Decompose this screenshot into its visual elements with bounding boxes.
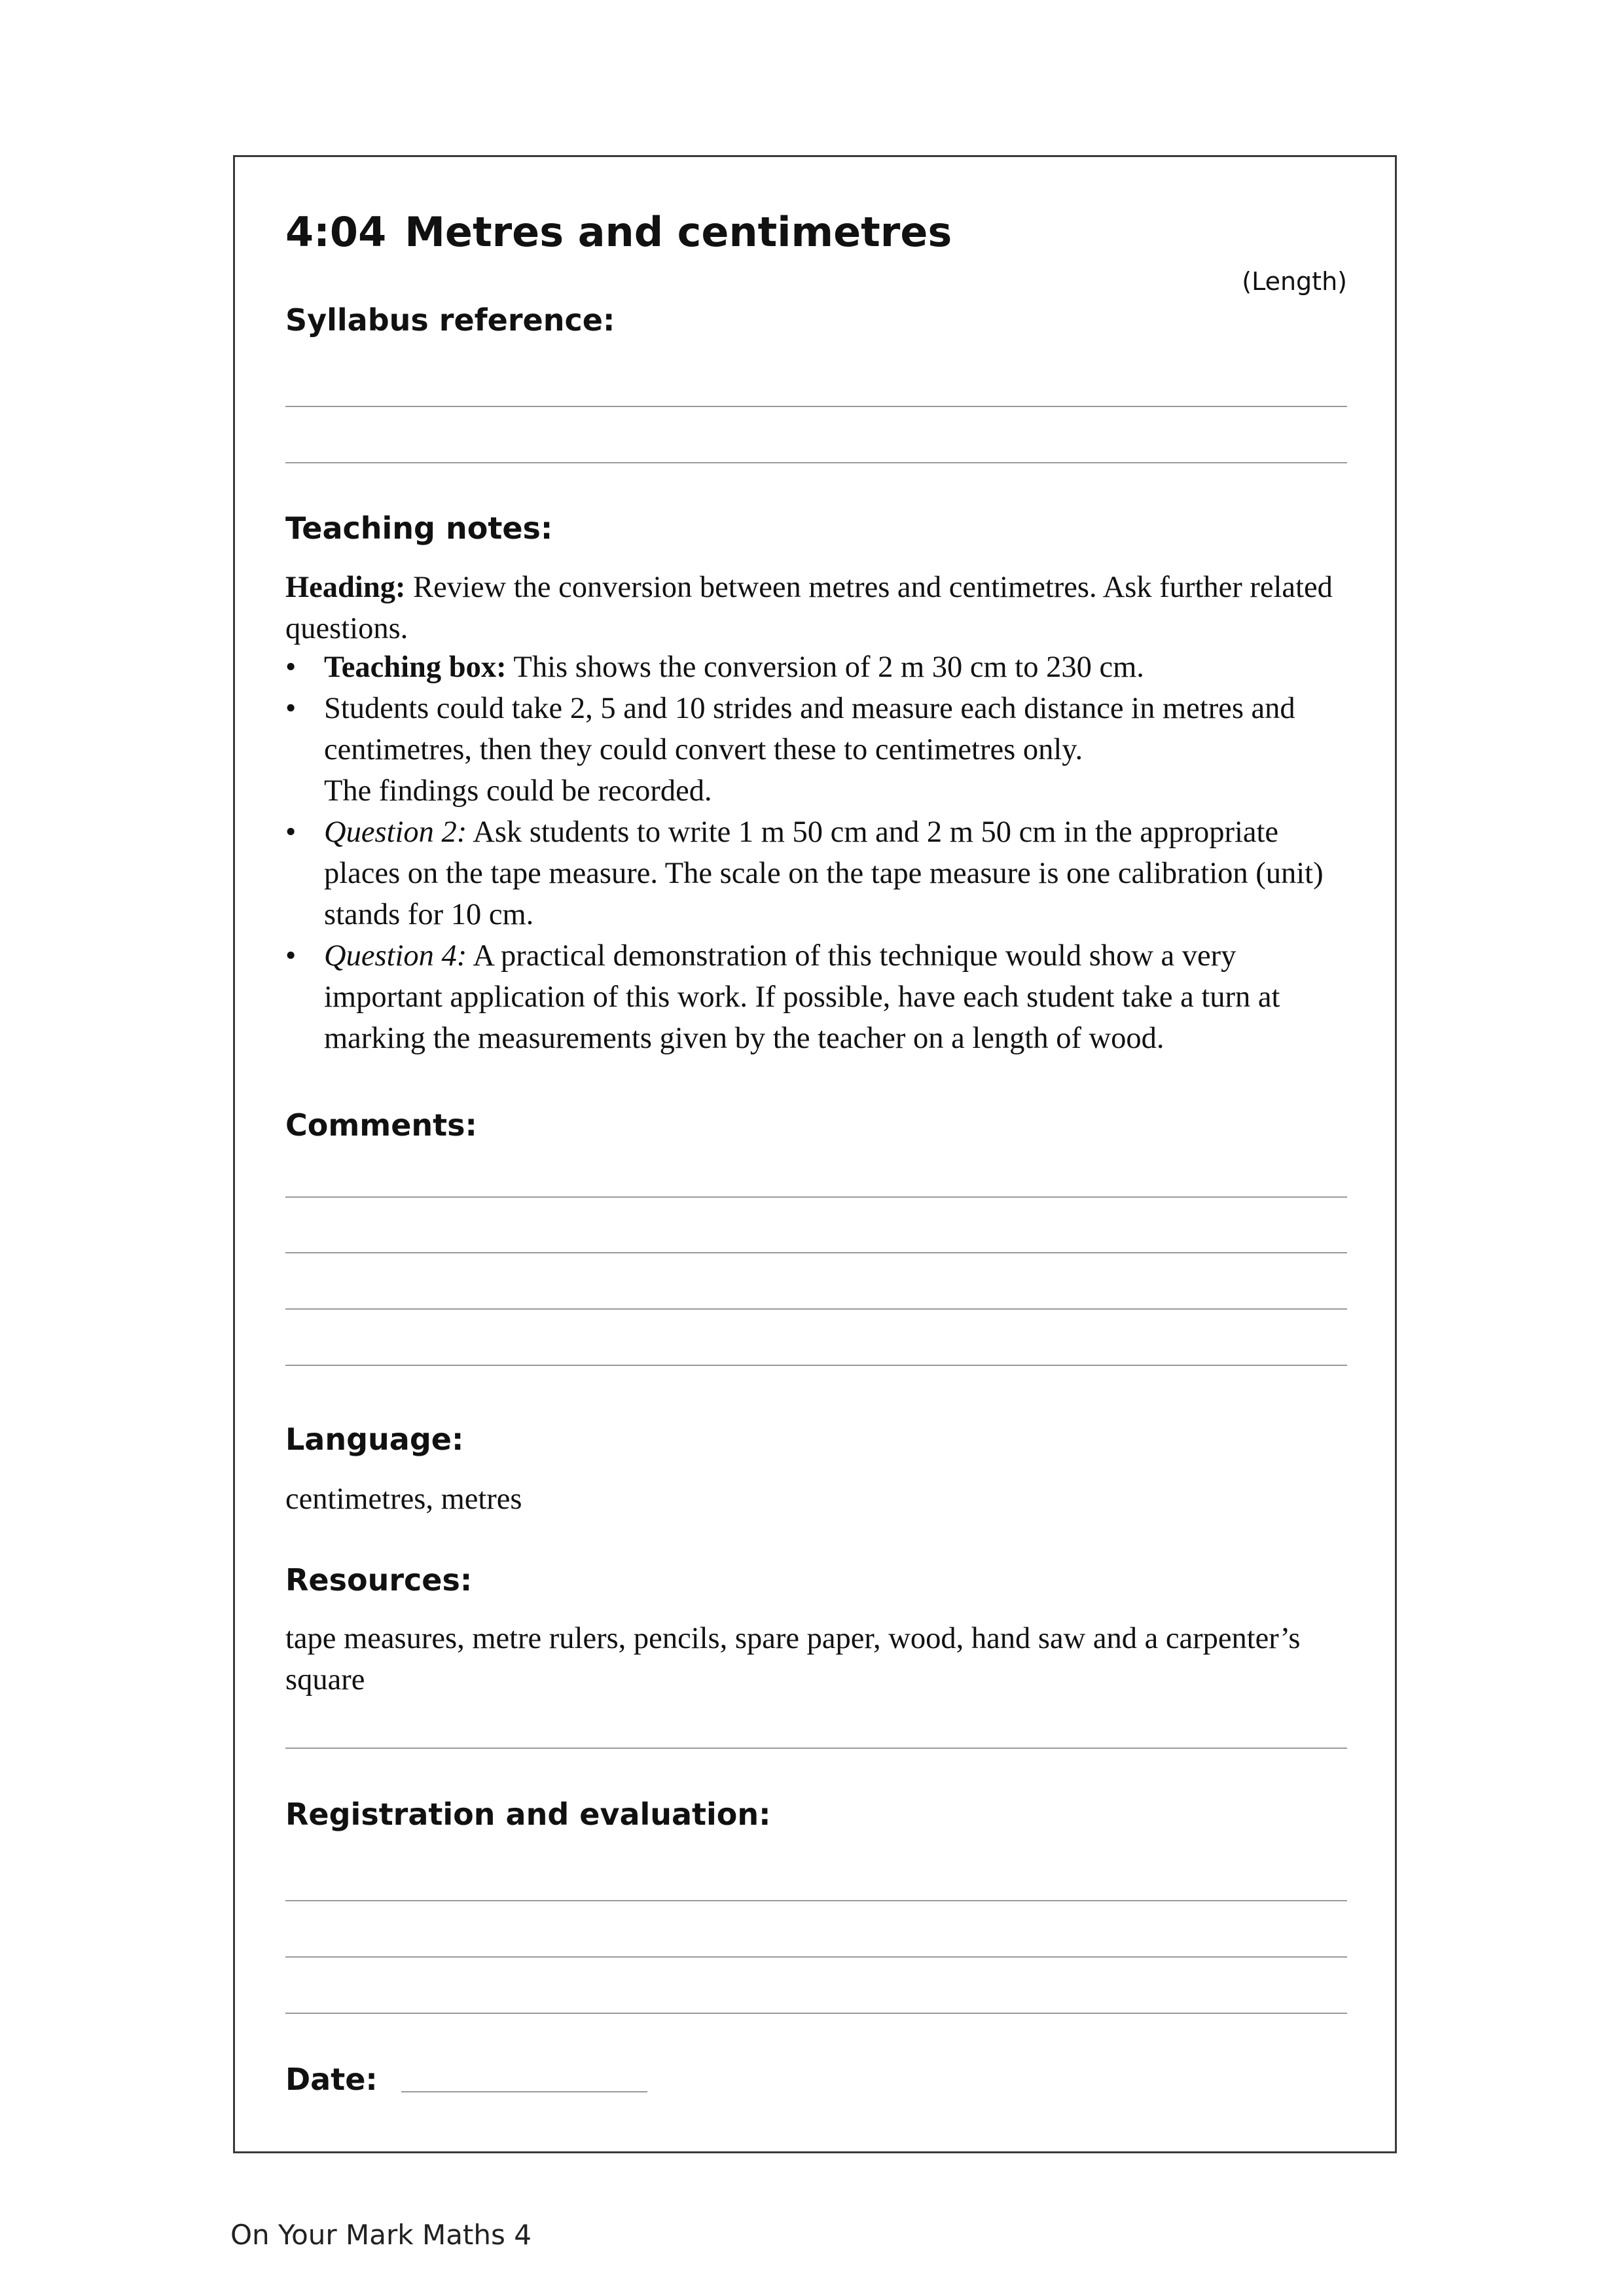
footer-book-title: On Your Mark Maths 4 (230, 2219, 532, 2251)
topic-label: (Length) (1242, 267, 1347, 296)
comments-write-line-1[interactable] (285, 1196, 1347, 1198)
heading-text: Review the conversion between metres and centimetres. Ask further related questions. (285, 571, 1333, 645)
list-item (285, 812, 1347, 935)
comments-write-line-4[interactable] (285, 1365, 1347, 1366)
heading-label: Heading: (285, 571, 406, 604)
list-item (285, 647, 1347, 688)
question-2-text: Ask students to write 1 m 50 cm and 2 m 50 cm in the appropriate places on the tape measure. The scale on the tape measure is one calibration (unit) stands for 10 cm. (324, 816, 1324, 931)
resources-write-line[interactable] (285, 1748, 1347, 1749)
teaching-notes-heading-paragraph (285, 567, 1347, 649)
strides-text: Students could take 2, 5 and 10 strides and measure each distance in metres and centimetres, then they could convert these to centimetres only. (324, 692, 1295, 766)
findings-text: The findings could be recorded. (324, 774, 712, 808)
resources-heading: Resources: (285, 1562, 473, 1598)
question-2-label: Question 2: (324, 816, 467, 849)
comments-write-line-2[interactable] (285, 1252, 1347, 1253)
question-4-text: A practical demonstration of this technique would show a very important application of this work. If possible, have each student take a turn at marking the measurements given by the teacher on a length of wood. (324, 939, 1280, 1055)
comments-heading: Comments: (285, 1107, 477, 1143)
syllabus-write-line-2[interactable] (285, 462, 1347, 463)
registration-write-line-2[interactable] (285, 1956, 1347, 1958)
registration-heading: Registration and evaluation: (285, 1797, 771, 1832)
lesson-title: Metres and centimetres (405, 208, 952, 256)
worksheet-frame (233, 155, 1397, 2153)
page-title (285, 208, 952, 256)
teaching-notes-heading: Teaching notes: (285, 511, 553, 546)
list-item (285, 688, 1347, 812)
teaching-box-text: This shows the conversion of 2 m 30 cm to 230 cm. (506, 651, 1144, 684)
language-text: centimetres, metres (285, 1482, 522, 1516)
bullet-icon: • (285, 692, 297, 725)
list-item (285, 935, 1347, 1059)
question-4-label: Question 4: (324, 939, 467, 973)
teaching-notes-list (285, 647, 1347, 1059)
date-label: Date: (285, 2062, 378, 2097)
registration-write-line-3[interactable] (285, 2013, 1347, 2014)
date-write-line[interactable] (401, 2091, 647, 2092)
language-heading: Language: (285, 1422, 464, 1457)
bullet-icon: • (285, 816, 297, 849)
comments-write-line-3[interactable] (285, 1308, 1347, 1310)
bullet-icon: • (285, 651, 297, 684)
lesson-number: 4:04 (285, 208, 387, 256)
teaching-box-label: Teaching box: (324, 651, 507, 684)
syllabus-heading: Syllabus reference: (285, 302, 615, 338)
resources-text: tape measures, metre rulers, pencils, spare paper, wood, hand saw and a carpenter’s square (285, 1622, 1301, 1696)
registration-write-line-1[interactable] (285, 1900, 1347, 1901)
bullet-icon: • (285, 939, 297, 973)
syllabus-write-line-1[interactable] (285, 406, 1347, 407)
